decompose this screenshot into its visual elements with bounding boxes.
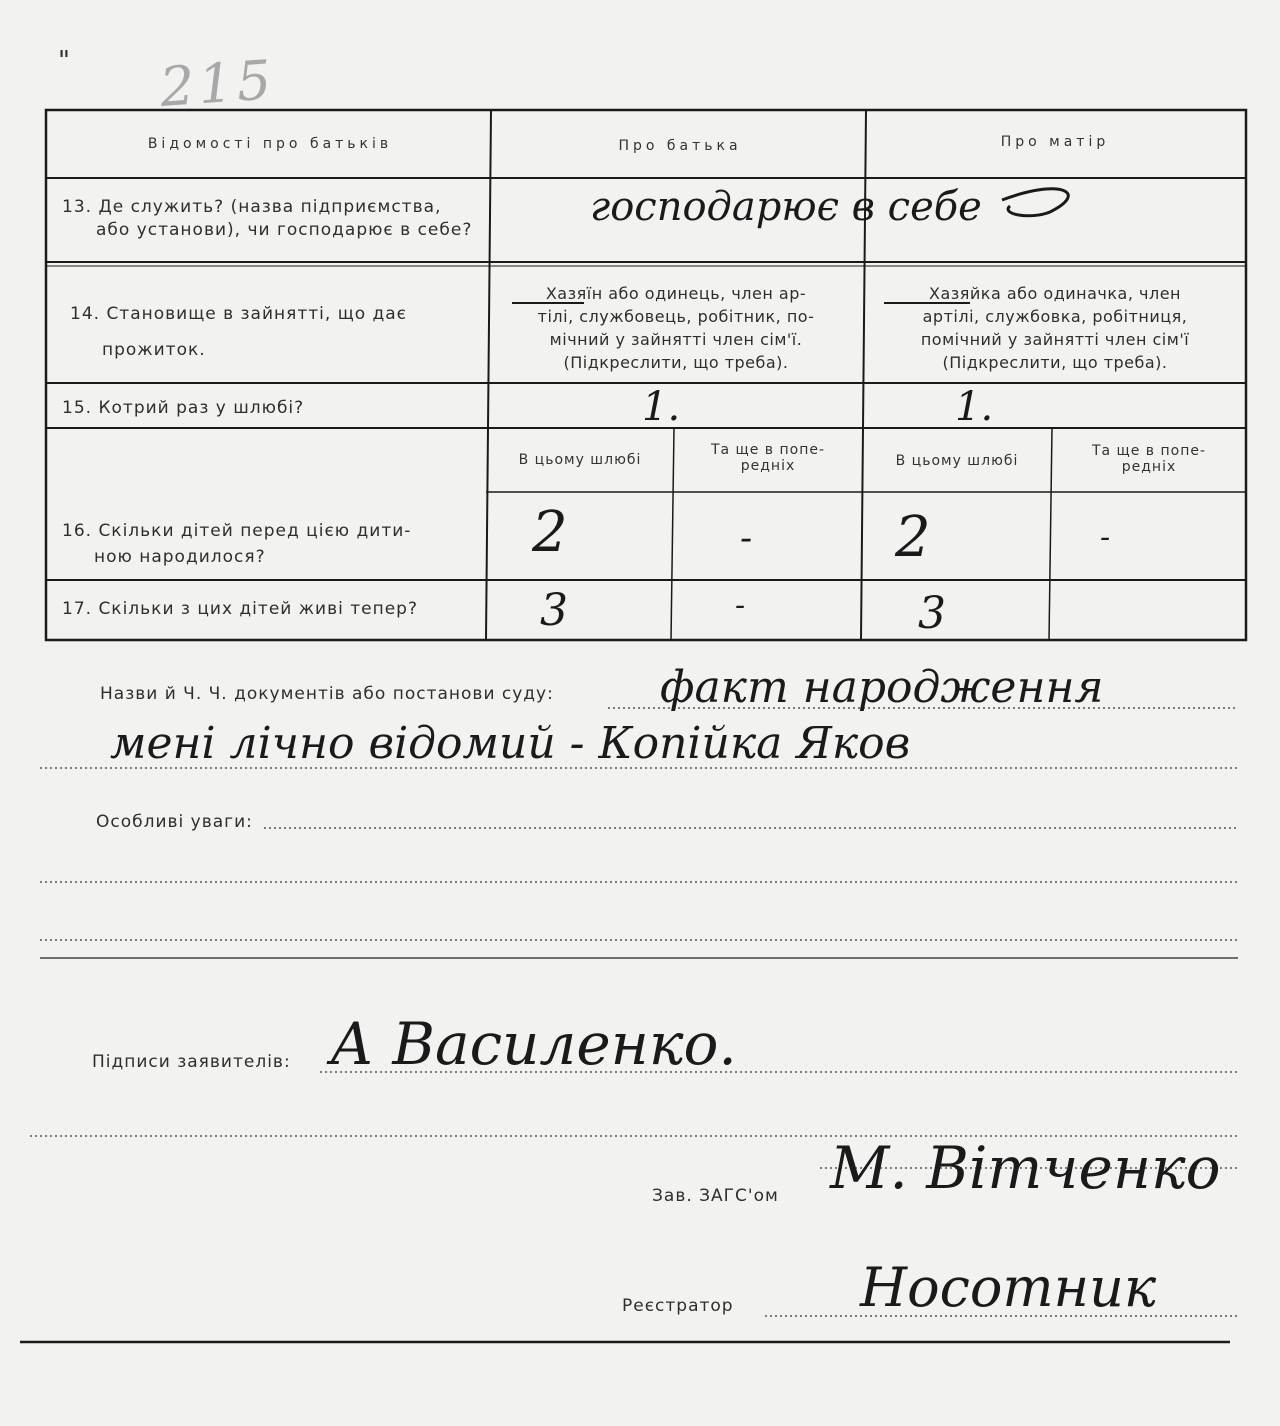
q16-line-1: 16. Скільки дітей перед цією дити- [62,521,412,541]
subheader-mother-previous-line-1: Та ще в попе- [1091,443,1207,459]
header-parents: Відомості про батьків [147,136,393,152]
head-signature: М. Вітченко [830,1134,1221,1202]
subheader-father-previous-line-1: Та ще в попе- [710,442,826,458]
q17-mother-this: 3 [918,588,946,639]
q14-father-line-4: (Підкреслити, що треба). [563,353,789,372]
subheader-father-previous-line-2: редніх [740,458,796,474]
registrar-signature: Носотник [860,1256,1157,1319]
documents-line-2: мені лічно відомий - Копійка Яков [110,718,911,769]
q16-line-2: ною народилося? [94,547,266,567]
remarks-label: Особливі уваги: [96,812,253,832]
q14-line-1: 14. Становище в зайнятті, що дає [70,304,408,324]
head-label: Зав. ЗАГС'ом [652,1186,779,1206]
q15-father: 1. [642,384,681,430]
subheader-mother-this: В цьому шлюбі [895,453,1019,469]
corner-mark: " [58,46,70,76]
documents-label: Назви й Ч. Ч. документів або постанови суду: [100,684,554,704]
header-mother: Про матір [1000,134,1110,150]
q16-father-this: 2 [532,500,568,565]
q16-mother-this: 2 [895,505,931,570]
q16-mother-prev: - [1100,520,1111,555]
header-father: Про батька [618,138,742,154]
q17-question: 17. Скільки з цих дітей живі тепер? [62,599,418,619]
q15-question: 15. Котрий раз у шлюбі? [62,398,305,418]
q14-father-line-1: Хазяїн або одинець, член ар- [545,284,807,303]
q17-father-prev: - [735,588,746,623]
q17-father-this: 3 [540,585,568,636]
q14-mother-line-1: Хазяйка або одиначка, член [929,284,1181,303]
subheader-mother-previous-line-2: редніх [1121,459,1177,475]
q14-father-line-3: мічний у зайнятті член сім'ї. [549,330,803,349]
q14-mother-line-4: (Підкреслити, що треба). [942,353,1168,372]
q13-line-1: 13. Де служить? (назва підприємства, [62,197,442,217]
q14-father-line-2: тілі, службовець, робітник, по- [537,307,815,326]
archive-number: 215 [157,48,278,119]
subheader-father-this: В цьому шлюбі [518,452,642,468]
documents-line-1: факт народження [660,662,1104,713]
registrar-label: Реєстратор [622,1296,734,1316]
q13-line-2: або установи), чи господарює в себе? [96,220,473,240]
q13-answer: господарює в себе [590,184,982,230]
applicants-label: Підписи заявителів: [92,1052,291,1072]
q14-mother-line-3: помічний у зайнятті член сім'ї [920,330,1190,349]
q14-mother-line-2: артілі, службовка, робітниця, [922,307,1188,326]
q15-mother: 1. [955,384,994,430]
q16-father-prev: - [740,518,753,559]
q14-line-2: прожиток. [102,340,206,360]
applicants-signature: А Василенко. [330,1010,737,1078]
